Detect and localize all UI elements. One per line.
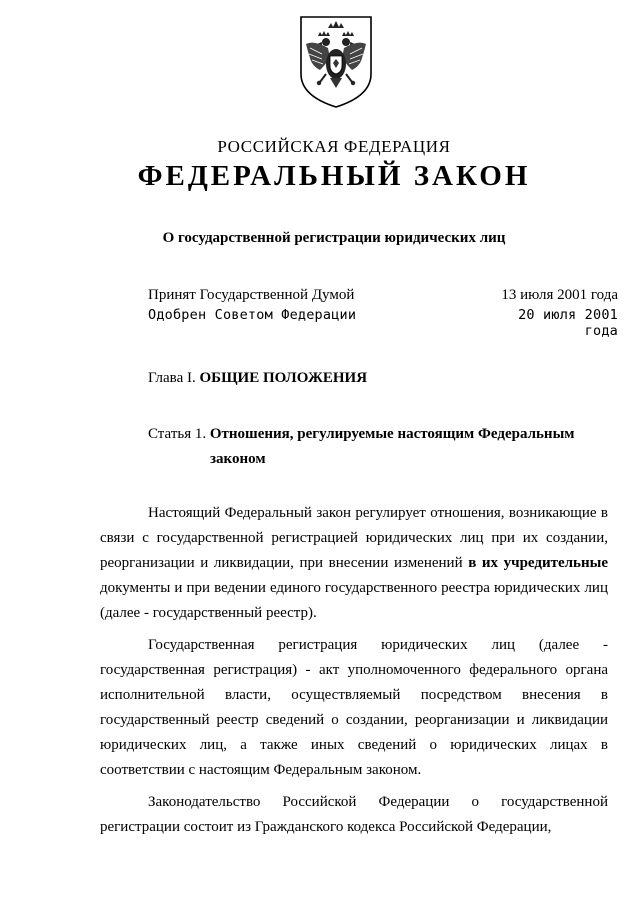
law-title: О государственной регистрации юридических лиц	[162, 230, 506, 246]
paragraph-1	[100, 501, 608, 626]
approved-date: 20 июля 2001 года	[518, 307, 618, 339]
adoption-row-council	[148, 307, 618, 339]
article-title-line2: законом	[210, 451, 266, 467]
article-number: Статья 1.	[148, 426, 207, 442]
document-type-heading: ФЕДЕРАЛЬНЫЙ ЗАКОН	[137, 160, 531, 192]
article-title-line1: Отношения, регулируемые настоящим Федеральным	[209, 426, 575, 442]
article-body	[100, 501, 608, 840]
chapter-title: ОБЩИЕ ПОЛОЖЕНИЯ	[199, 370, 368, 386]
paragraph-2: Государственная регистрация юридических лиц (далее - государственная регистрация) - акт уполномоченного федерального органа исполнительной власти, осуществляемый посредством внесения в государственный реестр сведений о создании, реорганизации и ликвидации юридических лиц, а также иных сведений о юридических лицах в соответствии с настоящим Федеральным законом.	[100, 637, 608, 778]
paragraph-3: Законодательство Российской Федерации о государственной регистрации состоит из Гражданского кодекса Российской Федерации,	[100, 794, 608, 835]
chapter-number: Глава I.	[148, 370, 196, 386]
paragraph-1-bold-text: в их учредительные	[468, 555, 608, 571]
country-name: РОССИЙСКАЯ ФЕДЕРАЦИЯ	[217, 137, 451, 156]
paragraph-1-text-b: документы и при ведении единого государственного реестра юридических лиц (далее - государственный реестр).	[100, 580, 608, 621]
adoption-row-duma	[148, 287, 618, 304]
chapter-heading	[148, 370, 367, 387]
article-heading	[148, 422, 608, 472]
adopted-date: 13 июля 2001 года	[501, 287, 618, 303]
adopted-label: Принят Государственной Думой	[148, 287, 355, 303]
russian-coat-of-arms-icon	[298, 14, 374, 110]
approved-label: Одобрен Советом Федерации	[148, 307, 357, 323]
paragraph-1-text-a: Настоящий Федеральный закон регулирует отношения, возникающие в связи с государственной регистрацией юридических лиц при их создании, реорганизации и ликвидации, при внесении изменений	[100, 505, 608, 571]
